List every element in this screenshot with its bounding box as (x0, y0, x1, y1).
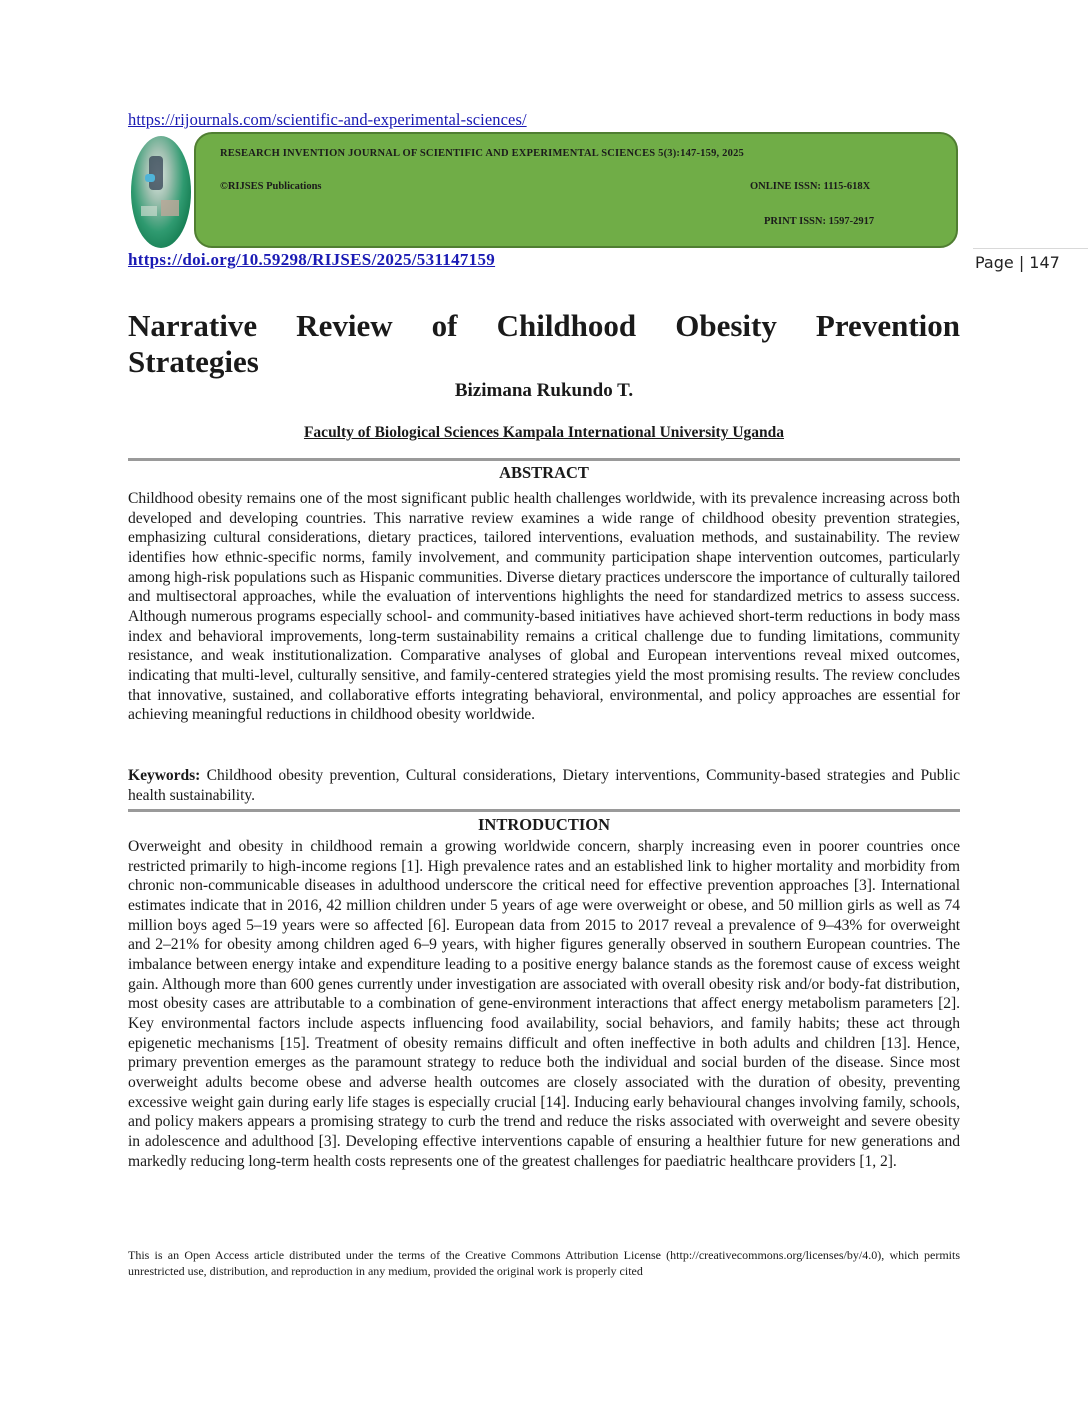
paper-title (128, 308, 960, 380)
journal-citation: RESEARCH INVENTION JOURNAL OF SCIENTIFIC AND EXPERIMENTAL SCIENCES 5(3):147-159, 2025 (220, 148, 744, 159)
publisher-label: ©RIJSES Publications (220, 181, 322, 192)
keywords (128, 766, 960, 805)
abstract-text: Childhood obesity remains one of the most significant public health challenges worldwide, with its prevalence increasing across both developed and developing countries. This narrative review examines a wide range of childhood obesity prevention strategies, emphasizing cultural considerations, dietary practices, tailored interventions, evaluation methods, and sustainability. The review identifies how ethnic-specific norms, family involvement, and community participation shape intervention outcomes, particularly among high-risk populations such as Hispanic communities. Diverse dietary practices underscore the importance of culturally tailored and multisectoral approaches, while the evaluation of interventions highlights the need for standardized metrics to assess success. Although numerous programs especially school- and community-based initiatives have achieved short-term reductions in body mass index and behavioral improvements, long-term sustainability remains a critical challenge due to funding limitations, community resistance, and weak institutionalization. Comparative analyses of global and European interventions reveal mixed outcomes, indicating that multi-level, culturally sensitive, and family-centered strategies yield the most promising results. The review concludes that innovative, sustained, and collaborative efforts integrating behavioral, environmental, and policy approaches are essential for achieving meaningful reductions in childhood obesity worldwide. (128, 490, 960, 724)
introduction-heading: INTRODUCTION (477, 815, 611, 834)
section-divider (128, 458, 960, 461)
keywords-list: Childhood obesity prevention, Cultural considerations, Dietary interventions, Community-based strategies and Public health sustainability. (128, 767, 960, 804)
abstract-heading: ABSTRACT (499, 463, 589, 482)
license-notice: This is an Open Access article distributed under the terms of the Creative Commons Attribution License (http://creativecommons.org/licenses/by/4.0), which permits unrestricted use, distribution, and reproduction in any medium, provided the original work is properly cited (128, 1248, 960, 1278)
author-name: Bizimana Rukundo T. (454, 380, 634, 401)
journal-url-link[interactable]: https://rijournals.com/scientific-and-experimental-sciences/ (128, 110, 527, 129)
journal-logo-icon (131, 136, 191, 248)
logo-figure-shape (149, 156, 163, 190)
logo-figure-shape (145, 174, 155, 182)
page-number-divider (973, 248, 1088, 249)
keywords-label: Keywords: (128, 767, 201, 784)
paper-title-line-2: Strategies (128, 344, 259, 379)
paper-title-line-1: Narrative Review of Childhood Obesity Prevention (128, 308, 960, 343)
author-affiliation: Faculty of Biological Sciences Kampala International University Uganda (303, 424, 785, 441)
journal-banner (194, 132, 958, 248)
introduction-text: Overweight and obesity in childhood remain a growing worldwide concern, sharply increasing even in poorer countries once restricted primarily to high-income regions [1]. High prevalence rates and an established link to higher mortality and morbidity from chronic non-communicable diseases in adulthood underscore the critical need for effective prevention approaches [3]. International estimates indicate that in 2016, 42 million children under 5 years of age were overweight or obese, and 50 million girls as well as 74 million boys aged 5–19 years were so affected [6]. European data from 2015 to 2017 reveal a prevalence of 9–43% for overweight and 2–21% for obesity among children aged 6–9 years, with higher figures generally observed in southern European countries. The imbalance between energy intake and expenditure leading to a positive energy balance stands as the foremost cause of excess weight gain. Although more than 600 genes currently under investigation are associated with overall obesity risk and/or body-fat distribution, most obesity cases are attributable to a combination of gene-environment interactions that affect energy metabolism parameters [2]. Key environmental factors include aspects influencing food availability, social behaviors, and family habits; these act through epigenetic mechanisms [15]. Treatment of obesity remains difficult and often ineffective in both adults and children [13]. Hence, primary prevention emerges as the paramount strategy to reduce both the individual and social burden of the disease. Since most overweight adults become obese and adverse health outcomes are closely associated with the duration of obesity, preventing excessive weight gain during early life stages is especially crucial [14]. Inducing early behavioural changes involving family, schools, and policy makers appears a promising strategy to curb the trend and reduce the risks associated with overweight and severe obesity in adolescence and adulthood [3]. Developing effective interventions capable of ensuring a healthier future for new generations and markedly reducing long-term health costs represents one of the greatest challenges for paediatric healthcare providers [1, 2]. (128, 838, 960, 1170)
section-divider (128, 809, 960, 812)
doi-link[interactable]: https://doi.org/10.59298/RIJSES/2025/531147159 (128, 250, 496, 269)
page-number: Page | 147 (975, 253, 1060, 272)
print-issn: PRINT ISSN: 1597-2917 (764, 216, 875, 227)
online-issn: ONLINE ISSN: 1115-618X (750, 181, 871, 192)
logo-figure-shape (141, 206, 157, 216)
logo-figure-shape (161, 200, 179, 216)
